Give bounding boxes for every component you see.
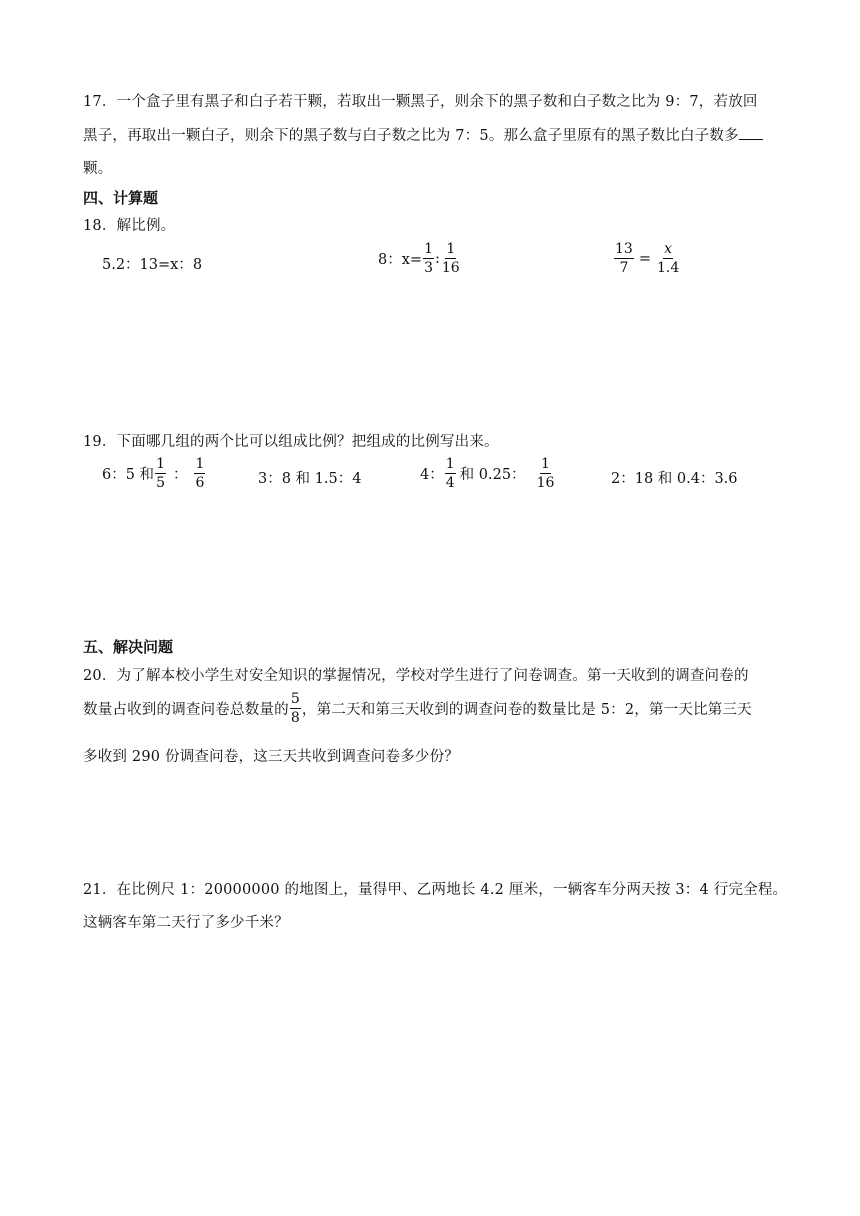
fraction-denominator: 6 xyxy=(195,475,205,491)
q17-line3: 颗。 xyxy=(83,161,113,177)
q20-line3: 多收到 290 份调查问卷，这三天共收到调查问卷多少份？ xyxy=(83,749,459,765)
q19-group-1 xyxy=(102,457,206,490)
fraction-numerator: 13 xyxy=(615,241,633,257)
fraction-denominator: 8 xyxy=(290,710,300,726)
q19-g1-fraction-1 xyxy=(155,457,166,490)
fraction-numerator: 1 xyxy=(156,456,165,472)
q19-g3-middle: 和 0.25： xyxy=(459,467,526,483)
q19-g1-fraction-2 xyxy=(194,457,205,490)
fraction-numerator: 1 xyxy=(445,456,455,472)
fraction-numerator: 1 xyxy=(195,456,205,472)
q18-eq2-fraction-1 xyxy=(423,242,434,275)
section-title-problem-solving: 五、解决问题 xyxy=(83,638,174,656)
fraction-denominator: 4 xyxy=(445,475,455,491)
q18-eq2-prefix: 8：x= xyxy=(378,252,423,268)
fraction-numerator: 1 xyxy=(541,456,550,472)
q20-line1: 20．为了解本校小学生对安全知识的掌握情况，学校对学生进行了问卷调查。第一天收到的调查问卷的 xyxy=(83,668,749,684)
q19-g4-text: 2：18 和 0.4：3.6 xyxy=(611,471,738,487)
q19-g1-prefix: 6：5 和 xyxy=(102,467,155,483)
fraction-numerator: 1 xyxy=(424,241,433,257)
q18-eq2-fraction-2 xyxy=(441,242,461,275)
q17-line2 xyxy=(83,124,763,145)
fraction-denominator: 16 xyxy=(441,260,460,276)
q18-equation-1 xyxy=(102,253,202,274)
q19-group-4 xyxy=(611,467,738,488)
fraction-denominator: 7 xyxy=(619,260,629,276)
fraction-denominator: 1.4 xyxy=(656,260,680,276)
q18-equation-2 xyxy=(378,242,462,275)
fraction-denominator: 5 xyxy=(156,475,165,491)
q20-fraction xyxy=(290,692,301,725)
q18-title: 18．解比例。 xyxy=(83,218,176,234)
q20-line2-prefix: 数量占收到的调查问卷总数量的 xyxy=(83,702,289,718)
q19-g3-fraction-2 xyxy=(536,457,556,490)
q18-eq1-text: 5.2：13=x：8 xyxy=(102,257,203,273)
q19-group-3 xyxy=(420,457,556,490)
q19-g3-fraction-1 xyxy=(445,457,456,490)
fraction-numerator: 1 xyxy=(446,241,456,257)
q19-title: 19．下面哪几组的两个比可以组成比例？把组成的比例写出来。 xyxy=(83,434,499,450)
q19-g3-prefix: 4： xyxy=(420,467,444,483)
q17-line2-text: 黑子，再取出一颗白子，则余下的黑子数与白子数之比为 7：5。那么盒子里原有的黑子数比白子数多 xyxy=(83,128,739,144)
fraction-denominator: 3 xyxy=(424,260,433,276)
fraction-denominator: 16 xyxy=(536,475,555,491)
q19-g1-separator: ： xyxy=(172,467,188,483)
fraction-numerator: 5 xyxy=(290,691,300,707)
q20-line2 xyxy=(83,692,752,725)
answer-blank xyxy=(739,125,763,140)
q20-line2-suffix: ，第二天和第三天收到的调查问卷的数量比是 5：2，第一天比第三天 xyxy=(301,702,752,718)
q18-eq2-separator: : xyxy=(434,250,440,267)
q18-eq3-left-fraction xyxy=(614,242,634,275)
q19-g2-text: 3：8 和 1.5：4 xyxy=(258,471,362,487)
q18-eq3-right-fraction xyxy=(656,242,680,275)
q21-line2: 这辆客车第二天行了多少千米？ xyxy=(83,915,289,931)
fraction-numerator: x xyxy=(664,241,673,257)
q18-eq3-equals: = xyxy=(638,250,651,267)
q17-line1: 17．一个盒子里有黑子和白子若干颗，若取出一颗黑子，则余下的黑子数和白子数之比为 9：7，若放回 xyxy=(83,94,758,110)
q18-equation-3 xyxy=(613,242,681,275)
q19-group-2 xyxy=(258,467,361,488)
q21-line1: 21．在比例尺 1：20000000 的地图上，量得甲、乙两地长 4.2 厘米，一辆客车分两天按 3：4 行完全程。 xyxy=(83,882,788,898)
section-title-calculation: 四、计算题 xyxy=(83,189,159,207)
